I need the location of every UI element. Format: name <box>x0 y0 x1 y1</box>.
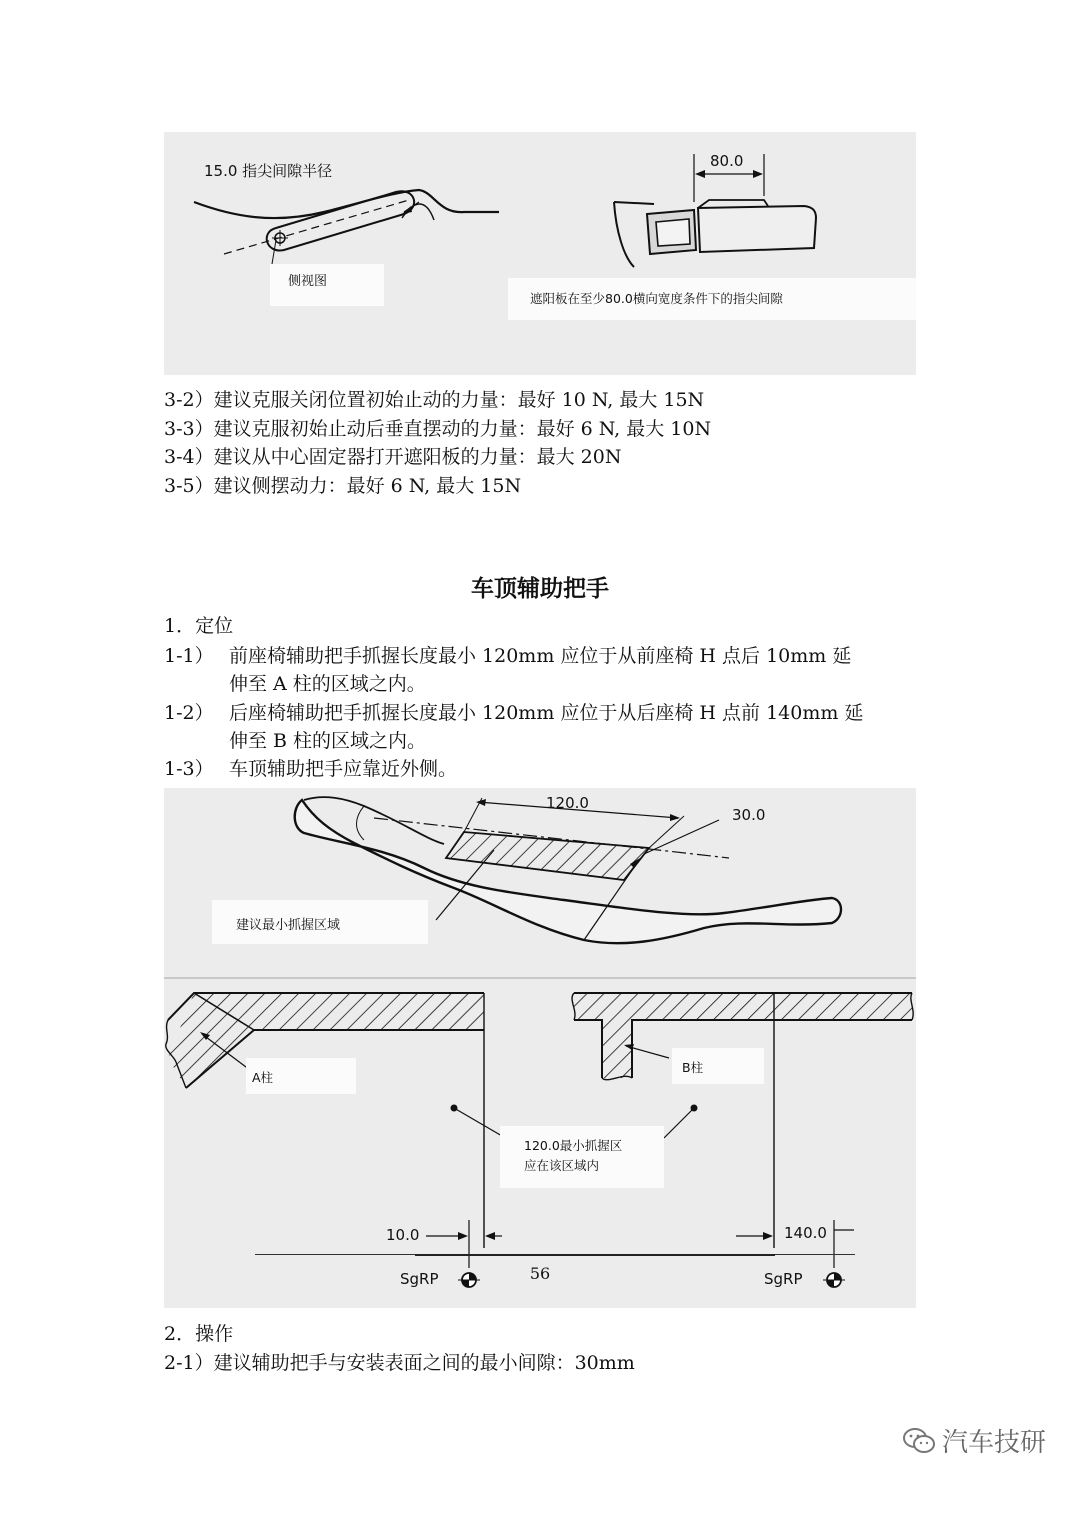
zone-note-line2: 应在该区域内 <box>524 1158 600 1173</box>
footer-rule-bold <box>415 1254 775 1256</box>
a-pillar-label: A柱 <box>252 1070 274 1085</box>
min-grip-area-label: 建议最小抓握区域 <box>236 918 341 933</box>
b-pillar-label: B柱 <box>682 1060 704 1075</box>
item-2-1: 2-1）建议辅助把手与安装表面之间的最小间隙：30mm <box>164 1352 635 1374</box>
width-dimension-label: 80.0 <box>710 152 744 170</box>
section-title: 车顶辅助把手 <box>471 576 609 602</box>
clearance-label: 30.0 <box>732 806 766 824</box>
item-1-1-line2: 伸至 A 柱的区域之内。 <box>229 673 426 695</box>
sgrp-right-label: SgRP <box>764 1270 803 1288</box>
paragraph-3-2: 3-2）建议克服关闭位置初始止动的力量：最好 10 N, 最大 15N <box>164 389 705 411</box>
item-1-1-line1: 前座椅辅助把手抓握长度最小 120mm 应位于从前座椅 H 点后 10mm 延 <box>229 645 852 667</box>
item-1-3-line1: 车顶辅助把手应靠近外侧。 <box>229 758 458 780</box>
grab-handle-figure <box>164 788 916 1308</box>
visor-caption: 遮阳板在至少80.0横向宽度条件下的指尖间隙 <box>530 291 783 306</box>
side-view-label: 侧视图 <box>288 274 328 289</box>
item-1-3-number: 1-3） <box>164 758 214 780</box>
paragraph-3-4: 3-4）建议从中心固定器打开遮阳板的力量：最大 20N <box>164 446 622 468</box>
sgrp-left-label: SgRP <box>400 1270 439 1288</box>
front-offset-label: 10.0 <box>386 1226 420 1244</box>
item-1-1-number: 1-1） <box>164 645 214 667</box>
item-1-2-line1: 后座椅辅助把手抓握长度最小 120mm 应位于从后座椅 H 点前 140mm 延 <box>229 702 864 724</box>
zone-note-line1: 120.0最小抓握区 <box>524 1138 623 1153</box>
grip-length-label: 120.0 <box>546 794 589 812</box>
wechat-icon <box>902 1426 936 1456</box>
item-1-2-line2: 伸至 B 柱的区域之内。 <box>229 730 427 752</box>
section2-heading: 2．操作 <box>164 1323 234 1345</box>
paragraph-3-3: 3-3）建议克服初始止动后垂直摆动的力量：最好 6 N, 最大 10N <box>164 418 712 440</box>
sun-visor-figure <box>164 132 916 375</box>
section1-heading: 1．定位 <box>164 615 234 637</box>
paragraph-3-5: 3-5）建议侧摆动力：最好 6 N, 最大 15N <box>164 475 522 497</box>
rear-offset-label: 140.0 <box>784 1224 827 1242</box>
page-number: 56 <box>529 1264 551 1283</box>
finger-radius-label: 15.0 指尖间隙半径 <box>204 162 333 180</box>
watermark-text: 汽车技研 <box>942 1428 1047 1458</box>
item-1-2-number: 1-2） <box>164 702 214 724</box>
